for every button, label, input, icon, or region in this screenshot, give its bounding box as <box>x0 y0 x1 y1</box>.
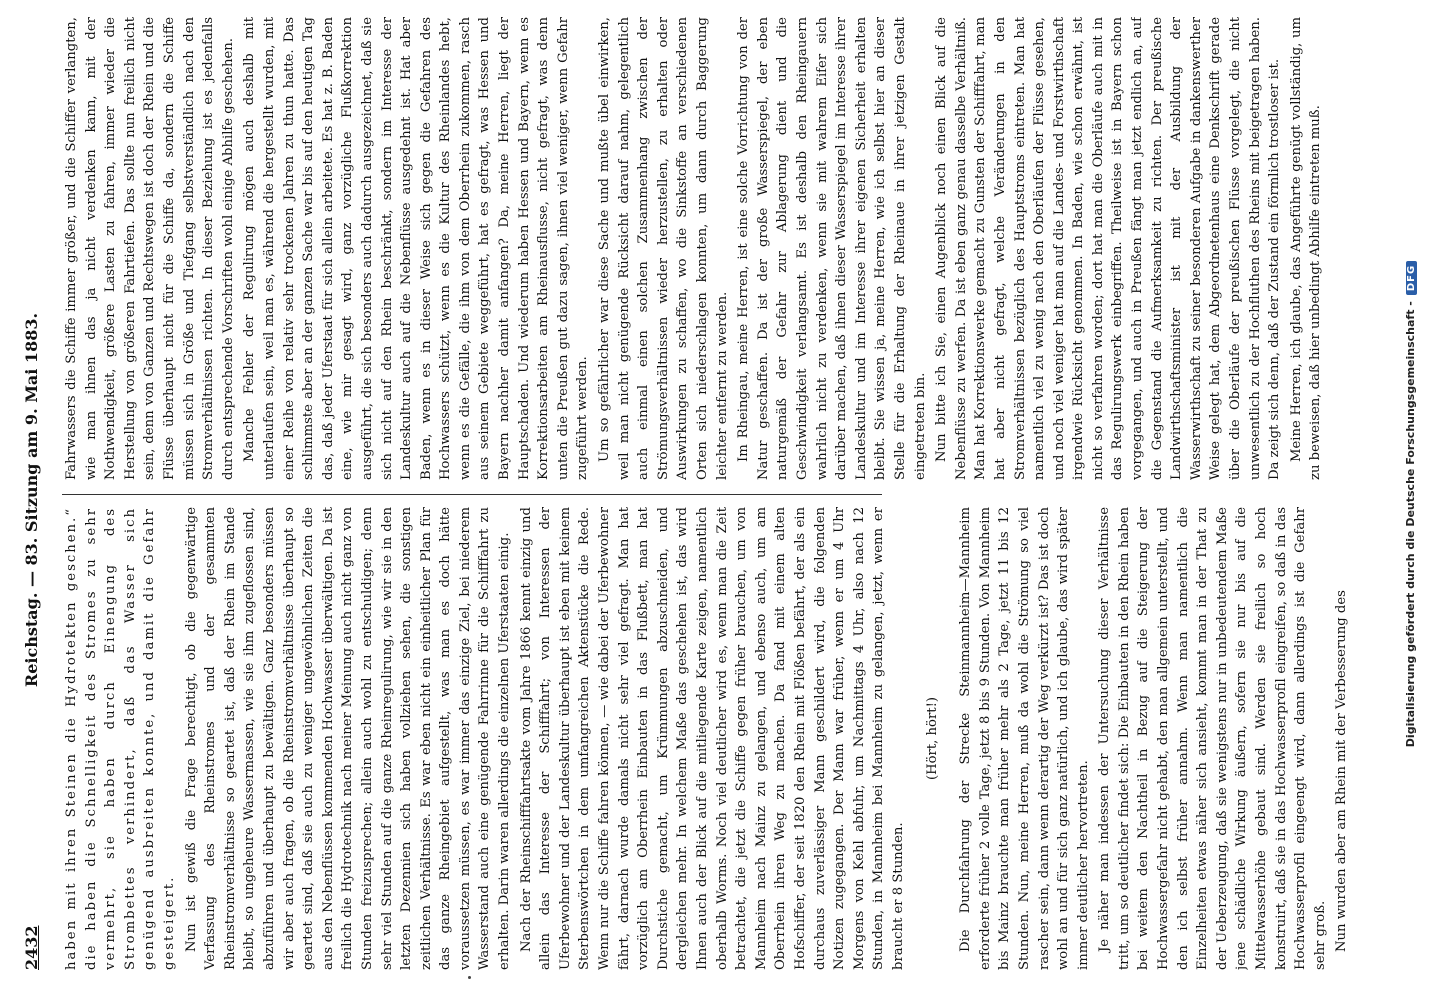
paragraph: Manche Fehler der Regulirung mögen auch deshalb mit unterlaufen sein, weil man es, während die hergestellt wurden, mit einer Reihe von relativ sehr trockenen Jahren zu thun hatte. Das schlimmste aber an der ganzen Sache war bis auf den heutigen Tag das, daß jeder Uferstaat für sich allein arbeitete. Es hat z. B. Baden eine, wie mir gesagt wird, ganz vorzügliche Flußkorrektion ausgeführt, die sich besonders auch dadurch ausgezeichnet, daß sie sich nicht auf den Rhein beschränkt, sondern im Interesse der Landeskultur auch auf die Nebenflüsse ausgedehnt ist. Hat aber Baden, wenn es in dieser Weise sich gegen die Gefahren des Hochwassers schützt, wenn es die Kultur des Rheinlandes hebt, wenn es die Gefälle, die ihm von dem Oberrhein zukommen, rasch aus seinem Gebiete weggeführt, hat es gefragt, was Hessen und Bayern nachher damit anfangen? Da, meine Herren, liegt der Hauptschaden. Und wiederum haben Hessen und Bayern, wenn es Korrektionsarbeiten am Rheinausflusse, nicht gefragt, was denn unten die Preußen gut dazu sagen, ihnen viel weniger, wenn Gefahr zugeführt werden. <box>242 17 591 480</box>
digitization-credit <box>1404 24 1424 984</box>
paragraph: Fahrwassers die Schiffe immer größer, und die Schiffer verlangten, wie man ihnen das ja nicht verdenken kann, mit der Nothwendigkeit, größere Lasten zu fahren, immer wieder die Herstellung von größeren Fahrtiefen. Das sollte nun freilich nicht sein, denn von Ganzen und Rechtswegen ist doch der Rhein und die Flüsse überhaupt nicht für die Schiffe da, sondern die Schiffe müssen sich in Größe und Tiefgang selbstverständlich nach den Stromverhältnissen richten. In dieser Beziehung ist es jedenfalls durch entsprechende Vorschriften wohl einige Abhilfe geschehen. <box>64 17 236 480</box>
right-column <box>62 17 1402 480</box>
paragraph: Je näher man indessen der Untersuchung dieser Verhältnisse tritt, um so deutlicher findet sich: Die Einbauten in den Rhein haben bei weitem den Nachtheil in Bezug auf die Steigerung der Hochwassergefahr nicht gehabt, den man allgemein unterstellt, und den ich selbst früher annahm. Wenn man namentlich die Einzelheiten etwas näher sich ansieht, kommt man in der That zu der Ueberzeugung, daß sie wenigstens nur in unbedeutendem Maße jene schädliche Wirkung äußern, sofern sie nur bis auf die Mittelwasserhöhe gebaut sind. Werden sie freilich so hoch konstruirt, daß sie in das Hochwasserprofil eingreifen, so daß in das Hochwasserprofil eingeengt wird, dann allerdings ist die Gefahr sehr groß. <box>1097 507 1328 970</box>
paragraph: Meine Herren, ich glaube, das Angeführte genügt vollständig, um zu beweisen, daß hier unbedingt Abhilfe eintreten muß. <box>1288 17 1324 480</box>
session-title: Reichstag. — 83. Sitzung am 9. Mai 1883. <box>22 312 41 688</box>
left-column <box>62 507 1402 970</box>
page-header <box>22 30 50 970</box>
interjection: (Hört, hört!) <box>924 696 940 781</box>
scan-speck <box>468 976 471 979</box>
paragraph: Nun ist gewiß die Frage berechtigt, ob die gegenwärtige Verfassung des Rheinstromes und der gesammten Rheinstromverhältnisse so geartet ist, daß der Rhein im Stande bleibt, so ungeheure Wassermassen, wie sie ihm zugeflossen sind, abzuführen und überhaupt zu bewältigen. Ganz besonders müssen wir aber auch fragen, ob die Rheinstromverhältnisse überhaupt so geartet sind, daß sie auch zu weniger ungewöhnlichen Zeiten die aus den Nebenflüssen kommenden Hochwasser überwältigen. Da ist freilich die Hydrotechnik nach meiner Meinung auch nicht ganz von Stunden freizusprechen; allein auch wohl zu entschuldigen; denn sehr viel Stunden auf die ganze Rheinregulirung, wie wir sie in den letzten Dezennien sich haben vollziehen sehen, die sonstigen zeitlichen Verhältnisse. Es war eben nicht ein einheitlicher Plan für das ganze Rheingebiet aufgestellt, was man es doch hätte voraussetzen müssen, es war immer das einzige Ziel, bei niederem Wasserstand auch eine genügende Fahrrinne für die Schifffahrt zu erhalten. Darin waren allerdings die einzelnen Uferstaaten einig. <box>183 507 513 970</box>
paragraph: haben mit ihren Steinen die Hydrotekten geschen.“ die haben die Schnelligkeit des Stromes zu sehr vermehrt, sie haben durch Einengung des Strombettes verhindert, daß das Wasser sich genügend ausbreiten konnte, und damit die Gefahr gesteigert. <box>64 507 177 970</box>
column-divider <box>62 494 882 495</box>
dfg-logo: DFG <box>1406 261 1417 295</box>
paragraph: Nun wurden aber am Rhein mit der Verbesserung des <box>1334 590 1350 952</box>
paragraph: Im Rheingau, meine Herren, ist eine solche Vorrichtung von der Natur geschaffen. Da ist der große Wasserspiegel, der eben naturgemäß der Gefahr zur Ablagerung dient und die Geschwindigkeit verlangsamt. Es ist deshalb den Rheingauern wahrlich nicht zu verdenken, wenn sie mit wahrem Eifer sich darüber machen, daß ihnen dieser Wasserspiegel im Interesse ihrer Landeskultur und im Interesse ihrer eigenen Sicherheit erhalten bleibt. Sie wissen ja, meine Herren, wie ich selbst hier an dieser Stelle für die Erhaltung der Rheinaue in ihrer jetzigen Gestalt eingetreten bin. <box>736 17 928 480</box>
credit-text: Digitalisierung gefördert durch die Deutsche Forschungsgemeinschaft - <box>1404 301 1417 748</box>
paragraph: Die Durchfahrung der Strecke Steinmannheim—Mannheim erforderte früher 2 volle Tage, jetzt 8 bis 9 Stunden. Von Mannheim bis Mainz brauchte man früher mehr als 2 Tage, jetzt 11 bis 12 Stunden. Nun, meine Herren, muß da wohl die Strömung so viel rascher sein, dann wenn derartig der Weg verkürzt ist? Das ist doch wohl an und für sich ganz natürlich, und ich glaube, das wird später immer deutlicher hervortreten. <box>958 507 1091 970</box>
credit-text-wrapper <box>1404 24 1424 984</box>
paragraph: Nun bitte ich Sie, einen Augenblick noch einen Blick auf die Nebenflüsse zu werfen. Da ist eben ganz genau dasselbe Verhältniß. Man hat Korrektionswerke gemacht zu Gunsten der Schifffahrt, man hat aber nicht gefragt, welche Veränderungen in den Stromverhältnissen bezüglich des Hauptstroms eintreten. Man hat namentlich viel zu wenig nach den Oberläufen der Flüsse gesehen, und noch viel weniger hat man auf die Landes- und Forstwirthschaft irgendwie Rücksicht genommen. In Baden, wie schon erwähnt, ist nicht so verfahren worden; dort hat man die Oberläufe auch mit in das Regulirungswerk einbegriffen. Theilweise ist in Bayern schon vorgegangen, und auch in Preußen fängt man jetzt endlich an, auf die Gegenstand die Aufmerksamkeit zu richten. Der preußische Landwirthschaftsminister ist mit der Ausbildung der Wasserwirthschaft zu seiner besonderen Aufgabe in dankenswerther Weise gelegt hat, dem Abgeordnetenhaus eine Denkschrift gerade über die Oberläufe der preußischen Flüsse vorgelegt, die nicht unwesentlich zu der Hochfluthen des Rheins mit beigetragen haben. Da zeigt sich denn, daß der Zustand ein förmlich trostloser ist. <box>934 17 1283 480</box>
page-number: 2432 <box>22 925 41 970</box>
text-columns <box>62 17 1402 970</box>
paragraph: Um so gefährlicher war diese Sache und mußte übel einwirken, weil man nicht genügende Rücksicht darauf nahm, gelegentlich auch einmal einen solchen Zusammenhang zwischen der Strömungsverhältnissen wieder herzustellen, zu erhalten oder Auswirkungen zu schaffen, wo die Sinkstoffe an verschiedenen Orten sich niederschlagen konnten, um dann durch Baggerung leichter entfernt zu werden. <box>597 17 730 480</box>
paragraph: Nach der Rheinschifffahrtsakte vom Jahre 1866 kennt einzig und allein das Interesse der Schifffahrt; von Interessen der Uferbewohner und der Landeskultur überhaupt ist eben mit keinem Sterbenswörtchen in dem umfangreichen Aktenstücke die Rede. Wenn nur die Schiffe fahren können, — wie dabei der Uferbewohner fährt, darnach wurde damals nicht sehr viel gefragt. Man hat vorzüglich am Oberrhein Einbauten in das Flußbett, man hat Durchstiche gemacht, um Krümmungen abzuschneiden, und dergleichen mehr. In welchem Maße das geschehen ist, das wird Ihnen auch der Blick auf die mitliegende Karte zeigen, namentlich oberhalb Worms. Noch viel deutlicher wird es, wenn man die Zeit betrachtet, die jetzt die Schiffe gegen früher brauchen, um von Mannheim nach Mainz zu gelangen, und ebenso auch, um am Oberrhein ihren Weg zu machen. Da fand mit einem alten Hofschiffer, der seit 1820 den Rhein mit Flößen befährt, der als ein durchaus zuverlässiger Mann geschildert wird, die folgenden Notizen zugegangen. Der Mann war früher, wenn er um 4 Uhr Morgens von Kehl abfuhr, um Nachmittags 4 Uhr, also nach 12 Stunden, in Mannheim bei Mannheim zu gelangen, jetzt, wenn er braucht er 8 Stunden. <box>518 507 906 970</box>
